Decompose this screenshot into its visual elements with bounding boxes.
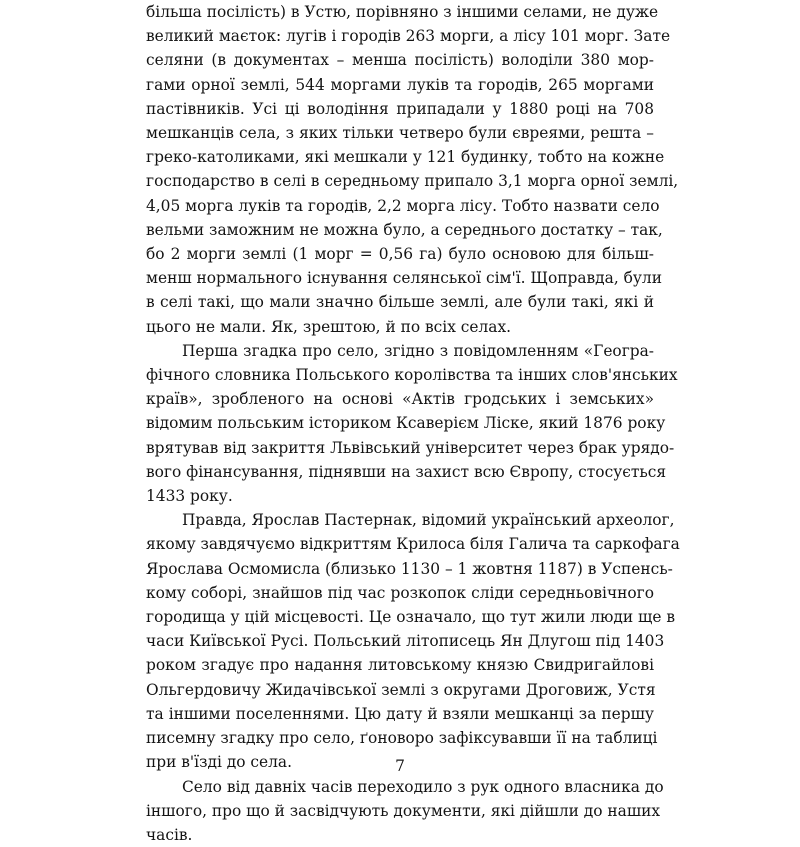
text-line: роком згадує про надання литовському князю Свидригайлові bbox=[146, 653, 654, 677]
text-line: пастівників. Усі ці володіння припадали у 1880 році на 708 bbox=[146, 97, 654, 121]
text-line: фічного словника Польського королівства та інших слов'янських bbox=[146, 363, 654, 387]
text-line: Правда, Ярослав Пастернак, відомий український археолог, bbox=[146, 508, 654, 532]
text-line: врятував від закриття Львівський університет через брак урядо- bbox=[146, 436, 654, 460]
text-line: Ярослава Осмомисла (близько 1130 – 1 жовтня 1187) в Успенсь- bbox=[146, 557, 654, 581]
text-line: відомим польським істориком Ксаверієм Ліске, який 1876 року bbox=[146, 411, 654, 435]
text-line: часів. bbox=[146, 823, 654, 847]
text-line: в селі такі, що мали значно більше землі, але були такі, які й bbox=[146, 290, 654, 314]
text-line: більша посілість) в Устю, порівняно з іншими селами, не дуже bbox=[146, 0, 654, 24]
text-line: мешканців села, з яких тільки четверо були євреями, решта – bbox=[146, 121, 654, 145]
text-line: бо 2 морги землі (1 морг = 0,56 га) було основою для більш- bbox=[146, 242, 654, 266]
paragraph-3 bbox=[146, 508, 654, 774]
paragraph-4 bbox=[146, 775, 654, 847]
text-line: великий маєток: лугів і городів 263 морги, а лісу 101 морг. Зате bbox=[146, 24, 654, 48]
text-line: селяни (в документах – менша посілість) володіли 380 мор- bbox=[146, 48, 654, 72]
body-text bbox=[146, 0, 654, 847]
paragraph-1 bbox=[146, 0, 654, 339]
text-line: кому соборі, знайшов під час розкопок сліди середньовічного bbox=[146, 581, 654, 605]
text-line: менш нормального існування селянської сім'ї. Щоправда, були bbox=[146, 266, 654, 290]
text-line: країв», зробленого на основі «Актів гродських і земських» bbox=[146, 387, 654, 411]
text-line: 4,05 морга луків та городів, 2,2 морга лісу. Тобто назвати село bbox=[146, 194, 654, 218]
paragraph-2 bbox=[146, 339, 654, 508]
text-line: та іншими поселеннями. Цю дату й взяли мешканці за першу bbox=[146, 702, 654, 726]
text-line: Село від давніх часів переходило з рук одного власника до bbox=[146, 775, 654, 799]
text-line: господарство в селі в середньому припало 3,1 морга орної землі, bbox=[146, 169, 654, 193]
text-line: цього не мали. Як, зрештою, й по всіх селах. bbox=[146, 315, 654, 339]
text-line: вельми заможним не можна було, а середнього достатку – так, bbox=[146, 218, 654, 242]
text-line: іншого, про що й засвідчують документи, які дійшли до наших bbox=[146, 799, 654, 823]
page-number: 7 bbox=[0, 757, 800, 775]
text-line: гами орної землі, 544 моргами луків та городів, 265 моргами bbox=[146, 73, 654, 97]
text-line: писемну згадку про село, ґоноворо зафіксувавши її на таблиці bbox=[146, 726, 654, 750]
text-line: вого фінансування, піднявши на захист всю Європу, стосується bbox=[146, 460, 654, 484]
text-line: Ольгердовичу Жидачівської землі з округами Дроговиж, Устя bbox=[146, 678, 654, 702]
text-line: 1433 року. bbox=[146, 484, 654, 508]
text-line: при в'їзді до села. bbox=[146, 750, 654, 774]
text-line: городища у цій місцевості. Це означало, що тут жили люди ще в bbox=[146, 605, 654, 629]
text-line: греко-католиками, які мешкали у 121 будинку, тобто на кожне bbox=[146, 145, 654, 169]
text-line: якому завдячуємо відкриттям Крилоса біля Галича та саркофага bbox=[146, 532, 654, 556]
text-line: часи Київської Русі. Польський літописець Ян Длугош під 1403 bbox=[146, 629, 654, 653]
text-line: Перша згадка про село, згідно з повідомленням «Геогра- bbox=[146, 339, 654, 363]
